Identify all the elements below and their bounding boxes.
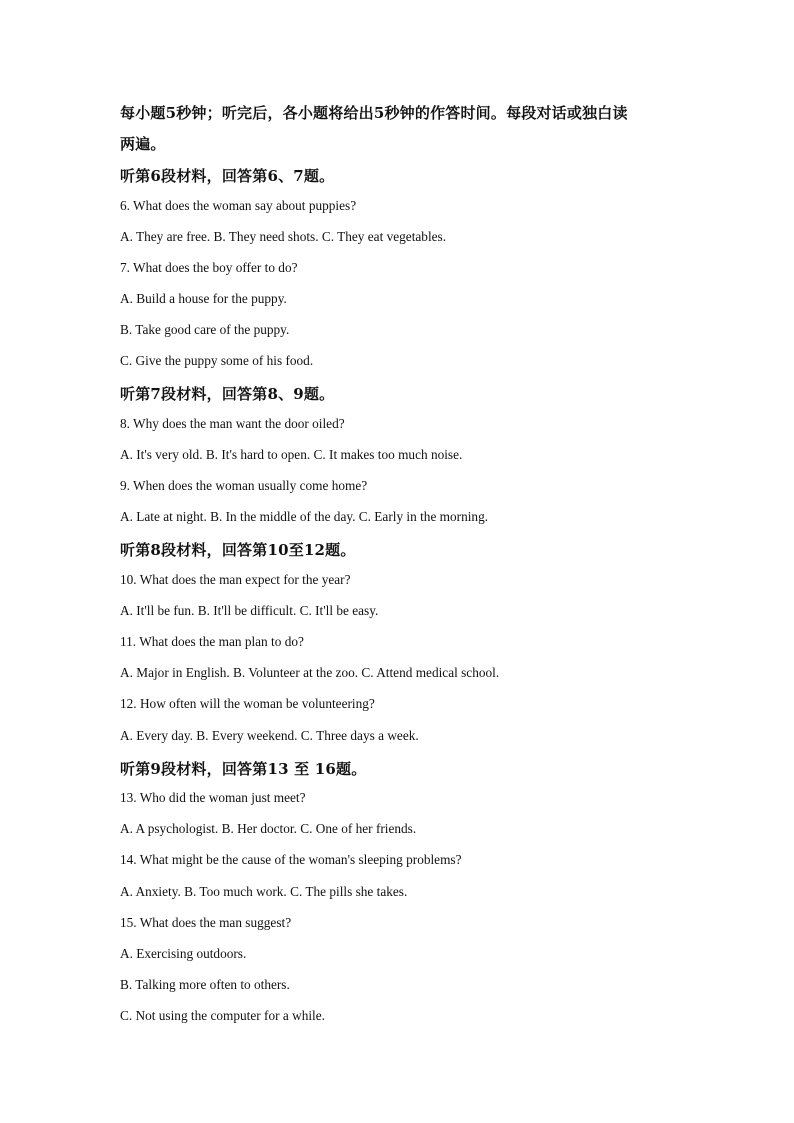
options-10: A. It'll be fun. B. It'll be difficult. C. It'll be easy. <box>120 603 379 618</box>
question-15: 15. What does the man suggest? <box>120 915 292 930</box>
section-heading-7: 听第7段材料，回答第8、9题。 <box>120 385 335 403</box>
options-13: A. A psychologist. B. Her doctor. C. One of her friends. <box>120 821 417 836</box>
options-12: A. Every day. B. Every weekend. C. Three days a week. <box>120 728 419 743</box>
question-6: 6. What does the woman say about puppies? <box>120 198 357 213</box>
option-7b: B. Take good care of the puppy. <box>120 322 290 337</box>
option-7c: C. Give the puppy some of his food. <box>120 353 314 368</box>
question-7: 7. What does the boy offer to do? <box>120 260 298 275</box>
section-heading-9: 听第9段材料，回答第13 至 16题。 <box>120 760 367 778</box>
option-15b: B. Talking more often to others. <box>120 977 290 992</box>
section-heading-8: 听第8段材料，回答第10至12题。 <box>120 541 356 559</box>
question-12: 12. How often will the woman be volunteering? <box>120 696 375 711</box>
section-heading-6: 听第6段材料，回答第6、7题。 <box>120 167 335 185</box>
question-11: 11. What does the man plan to do? <box>120 634 304 649</box>
intro-line-1: 每小题5秒钟；听完后，各小题将给出5秒钟的作答时间。每段对话或独白读 <box>120 104 628 122</box>
question-9: 9. When does the woman usually come home? <box>120 478 368 493</box>
intro-line-2: 两遍。 <box>120 135 166 153</box>
options-11: A. Major in English. B. Volunteer at the zoo. C. Attend medical school. <box>120 665 500 680</box>
question-13: 13. Who did the woman just meet? <box>120 790 306 805</box>
option-15a: A. Exercising outdoors. <box>120 946 247 961</box>
option-7a: A. Build a house for the puppy. <box>120 291 287 306</box>
options-14: A. Anxiety. B. Too much work. C. The pills she takes. <box>120 884 408 899</box>
options-8: A. It's very old. B. It's hard to open. C. It makes too much noise. <box>120 447 463 462</box>
question-14: 14. What might be the cause of the woman's sleeping problems? <box>120 852 462 867</box>
option-15c: C. Not using the computer for a while. <box>120 1008 325 1023</box>
options-9: A. Late at night. B. In the middle of the day. C. Early in the morning. <box>120 509 489 524</box>
options-6: A. They are free. B. They need shots. C. They eat vegetables. <box>120 229 447 244</box>
question-10: 10. What does the man expect for the year? <box>120 572 351 587</box>
question-8: 8. Why does the man want the door oiled? <box>120 416 345 431</box>
